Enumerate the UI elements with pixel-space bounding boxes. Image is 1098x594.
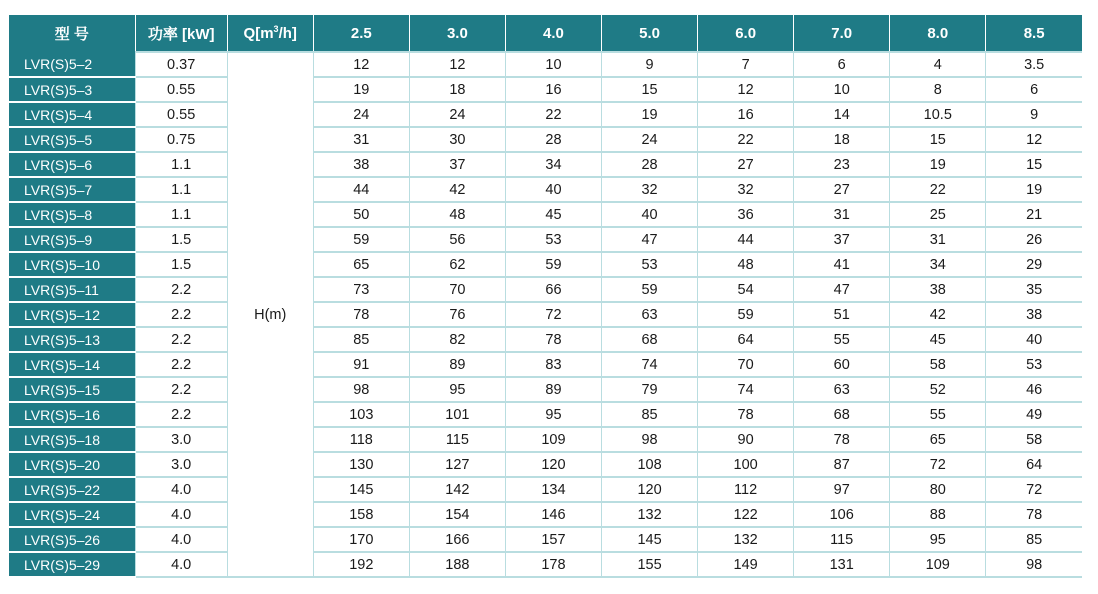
head-value-cell: 70 — [409, 277, 505, 302]
head-value-cell: 15 — [602, 77, 698, 102]
head-value-cell: 132 — [698, 527, 794, 552]
head-value-cell: 21 — [986, 202, 1082, 227]
head-value-cell: 6 — [986, 77, 1082, 102]
head-value-cell: 27 — [698, 152, 794, 177]
head-value-cell: 58 — [890, 352, 986, 377]
table-row — [9, 352, 1082, 377]
head-value-cell: 12 — [986, 127, 1082, 152]
head-value-cell: 72 — [986, 477, 1082, 502]
head-value-cell: 18 — [794, 127, 890, 152]
head-value-cell: 72 — [890, 452, 986, 477]
table-row — [9, 202, 1082, 227]
head-value-cell: 16 — [698, 102, 794, 127]
power-header: 功率 [kW] — [135, 15, 227, 52]
head-value-cell: 101 — [409, 402, 505, 427]
head-value-cell: 78 — [794, 427, 890, 452]
flow-rate-header: 7.0 — [794, 15, 890, 52]
head-value-cell: 46 — [986, 377, 1082, 402]
head-value-cell: 15 — [986, 152, 1082, 177]
table-row — [9, 252, 1082, 277]
table-row — [9, 502, 1082, 527]
head-value-cell: 28 — [602, 152, 698, 177]
head-value-cell: 158 — [313, 502, 409, 527]
head-value-cell: 108 — [602, 452, 698, 477]
head-value-cell: 16 — [505, 77, 601, 102]
head-value-cell: 34 — [890, 252, 986, 277]
power-cell: 0.55 — [135, 102, 227, 127]
head-value-cell: 41 — [794, 252, 890, 277]
table-row — [9, 452, 1082, 477]
head-value-cell: 28 — [505, 127, 601, 152]
head-value-cell: 56 — [409, 227, 505, 252]
head-value-cell: 103 — [313, 402, 409, 427]
power-cell: 4.0 — [135, 527, 227, 552]
head-value-cell: 132 — [602, 502, 698, 527]
head-value-cell: 40 — [986, 327, 1082, 352]
table-row — [9, 527, 1082, 552]
head-value-cell: 15 — [890, 127, 986, 152]
head-value-cell: 91 — [313, 352, 409, 377]
head-value-cell: 59 — [602, 277, 698, 302]
power-cell: 1.5 — [135, 252, 227, 277]
power-cell: 0.55 — [135, 77, 227, 102]
head-value-cell: 40 — [505, 177, 601, 202]
head-value-cell: 37 — [794, 227, 890, 252]
head-value-cell: 118 — [313, 427, 409, 452]
head-value-cell: 76 — [409, 302, 505, 327]
head-value-cell: 149 — [698, 552, 794, 577]
head-value-cell: 19 — [602, 102, 698, 127]
head-value-cell: 36 — [698, 202, 794, 227]
head-value-cell: 44 — [698, 227, 794, 252]
head-value-cell: 31 — [313, 127, 409, 152]
head-label-cell: H(m) — [227, 52, 313, 577]
head-value-cell: 7 — [698, 52, 794, 77]
power-cell: 1.1 — [135, 152, 227, 177]
head-value-cell: 23 — [794, 152, 890, 177]
head-value-cell: 115 — [794, 527, 890, 552]
head-value-cell: 64 — [986, 452, 1082, 477]
head-value-cell: 127 — [409, 452, 505, 477]
table-row — [9, 277, 1082, 302]
head-value-cell: 40 — [602, 202, 698, 227]
head-value-cell: 47 — [794, 277, 890, 302]
model-header: 型 号 — [9, 15, 135, 52]
head-value-cell: 66 — [505, 277, 601, 302]
flow-header — [227, 15, 313, 52]
head-value-cell: 78 — [313, 302, 409, 327]
head-value-cell: 155 — [602, 552, 698, 577]
head-value-cell: 112 — [698, 477, 794, 502]
model-cell: LVR(S)5–18 — [9, 427, 135, 452]
model-cell: LVR(S)5–11 — [9, 277, 135, 302]
head-value-cell: 166 — [409, 527, 505, 552]
model-cell: LVR(S)5–24 — [9, 502, 135, 527]
head-value-cell: 95 — [409, 377, 505, 402]
model-cell: LVR(S)5–5 — [9, 127, 135, 152]
head-value-cell: 95 — [890, 527, 986, 552]
head-value-cell: 145 — [313, 477, 409, 502]
head-value-cell: 58 — [986, 427, 1082, 452]
pump-performance-table — [9, 15, 1082, 578]
power-cell: 4.0 — [135, 502, 227, 527]
pump-performance-table-wrapper — [9, 15, 1082, 578]
head-value-cell: 85 — [602, 402, 698, 427]
head-value-cell: 98 — [986, 552, 1082, 577]
head-value-cell: 63 — [794, 377, 890, 402]
head-value-cell: 72 — [505, 302, 601, 327]
head-value-cell: 29 — [986, 252, 1082, 277]
head-value-cell: 10 — [794, 77, 890, 102]
head-value-cell: 38 — [890, 277, 986, 302]
table-row — [9, 77, 1082, 102]
head-value-cell: 109 — [505, 427, 601, 452]
model-cell: LVR(S)5–7 — [9, 177, 135, 202]
head-value-cell: 130 — [313, 452, 409, 477]
head-value-cell: 53 — [602, 252, 698, 277]
head-value-cell: 55 — [794, 327, 890, 352]
head-value-cell: 59 — [313, 227, 409, 252]
model-cell: LVR(S)5–26 — [9, 527, 135, 552]
head-value-cell: 10 — [505, 52, 601, 77]
flow-rate-header: 2.5 — [313, 15, 409, 52]
table-row — [9, 327, 1082, 352]
table-row — [9, 177, 1082, 202]
head-value-cell: 55 — [890, 402, 986, 427]
model-cell: LVR(S)5–16 — [9, 402, 135, 427]
head-value-cell: 54 — [698, 277, 794, 302]
flow-rate-header: 8.5 — [986, 15, 1082, 52]
flow-rate-header: 8.0 — [890, 15, 986, 52]
head-value-cell: 48 — [698, 252, 794, 277]
head-value-cell: 14 — [794, 102, 890, 127]
table-row — [9, 52, 1082, 77]
head-value-cell: 154 — [409, 502, 505, 527]
head-value-cell: 8 — [890, 77, 986, 102]
head-value-cell: 38 — [986, 302, 1082, 327]
table-row — [9, 302, 1082, 327]
head-value-cell: 18 — [409, 77, 505, 102]
head-value-cell: 80 — [890, 477, 986, 502]
head-value-cell: 74 — [698, 377, 794, 402]
power-cell: 1.1 — [135, 177, 227, 202]
head-value-cell: 73 — [313, 277, 409, 302]
head-value-cell: 65 — [313, 252, 409, 277]
table-row — [9, 402, 1082, 427]
head-value-cell: 60 — [794, 352, 890, 377]
head-value-cell: 68 — [602, 327, 698, 352]
head-value-cell: 79 — [602, 377, 698, 402]
model-cell: LVR(S)5–4 — [9, 102, 135, 127]
head-value-cell: 64 — [698, 327, 794, 352]
head-value-cell: 9 — [602, 52, 698, 77]
head-value-cell: 6 — [794, 52, 890, 77]
flow-header-suffix: /h] — [278, 25, 297, 42]
head-value-cell: 31 — [890, 227, 986, 252]
model-cell: LVR(S)5–22 — [9, 477, 135, 502]
head-value-cell: 63 — [602, 302, 698, 327]
head-value-cell: 25 — [890, 202, 986, 227]
header-row — [9, 15, 1082, 52]
head-value-cell: 122 — [698, 502, 794, 527]
model-cell: LVR(S)5–15 — [9, 377, 135, 402]
head-value-cell: 134 — [505, 477, 601, 502]
head-value-cell: 89 — [505, 377, 601, 402]
head-value-cell: 24 — [409, 102, 505, 127]
head-value-cell: 45 — [890, 327, 986, 352]
table-row — [9, 477, 1082, 502]
flow-rate-header: 6.0 — [698, 15, 794, 52]
head-value-cell: 49 — [986, 402, 1082, 427]
table-row — [9, 377, 1082, 402]
head-value-cell: 34 — [505, 152, 601, 177]
head-value-cell: 10.5 — [890, 102, 986, 127]
head-value-cell: 83 — [505, 352, 601, 377]
head-value-cell: 42 — [409, 177, 505, 202]
head-value-cell: 59 — [698, 302, 794, 327]
head-value-cell: 188 — [409, 552, 505, 577]
head-value-cell: 12 — [698, 77, 794, 102]
model-cell: LVR(S)5–8 — [9, 202, 135, 227]
head-value-cell: 22 — [890, 177, 986, 202]
head-value-cell: 12 — [409, 52, 505, 77]
head-value-cell: 12 — [313, 52, 409, 77]
head-value-cell: 19 — [890, 152, 986, 177]
head-value-cell: 120 — [602, 477, 698, 502]
power-cell: 0.75 — [135, 127, 227, 152]
power-cell: 3.0 — [135, 452, 227, 477]
head-value-cell: 170 — [313, 527, 409, 552]
head-value-cell: 3.5 — [986, 52, 1082, 77]
head-value-cell: 157 — [505, 527, 601, 552]
head-value-cell: 98 — [602, 427, 698, 452]
head-value-cell: 27 — [794, 177, 890, 202]
head-value-cell: 38 — [313, 152, 409, 177]
head-value-cell: 53 — [986, 352, 1082, 377]
table-row — [9, 552, 1082, 577]
head-value-cell: 85 — [986, 527, 1082, 552]
power-cell: 4.0 — [135, 477, 227, 502]
power-cell: 2.2 — [135, 327, 227, 352]
head-value-cell: 24 — [313, 102, 409, 127]
head-value-cell: 32 — [602, 177, 698, 202]
model-cell: LVR(S)5–2 — [9, 52, 135, 77]
head-value-cell: 82 — [409, 327, 505, 352]
head-value-cell: 87 — [794, 452, 890, 477]
head-value-cell: 106 — [794, 502, 890, 527]
table-row — [9, 127, 1082, 152]
head-value-cell: 115 — [409, 427, 505, 452]
head-value-cell: 37 — [409, 152, 505, 177]
table-row — [9, 227, 1082, 252]
table-body — [9, 52, 1082, 577]
model-cell: LVR(S)5–13 — [9, 327, 135, 352]
head-value-cell: 78 — [698, 402, 794, 427]
head-value-cell: 78 — [505, 327, 601, 352]
head-value-cell: 26 — [986, 227, 1082, 252]
power-cell: 2.2 — [135, 302, 227, 327]
head-value-cell: 19 — [986, 177, 1082, 202]
head-value-cell: 95 — [505, 402, 601, 427]
head-value-cell: 120 — [505, 452, 601, 477]
model-cell: LVR(S)5–14 — [9, 352, 135, 377]
head-value-cell: 59 — [505, 252, 601, 277]
head-value-cell: 30 — [409, 127, 505, 152]
head-value-cell: 22 — [505, 102, 601, 127]
power-cell: 2.2 — [135, 352, 227, 377]
head-value-cell: 109 — [890, 552, 986, 577]
flow-rate-header: 4.0 — [505, 15, 601, 52]
head-value-cell: 131 — [794, 552, 890, 577]
flow-rate-header: 3.0 — [409, 15, 505, 52]
head-value-cell: 97 — [794, 477, 890, 502]
flow-header-superscript: 3 — [273, 24, 279, 34]
model-cell: LVR(S)5–10 — [9, 252, 135, 277]
head-value-cell: 51 — [794, 302, 890, 327]
power-cell: 1.1 — [135, 202, 227, 227]
head-value-cell: 4 — [890, 52, 986, 77]
head-value-cell: 53 — [505, 227, 601, 252]
head-value-cell: 142 — [409, 477, 505, 502]
head-value-cell: 89 — [409, 352, 505, 377]
model-cell: LVR(S)5–9 — [9, 227, 135, 252]
head-value-cell: 178 — [505, 552, 601, 577]
power-cell: 0.37 — [135, 52, 227, 77]
model-cell: LVR(S)5–6 — [9, 152, 135, 177]
power-cell: 2.2 — [135, 277, 227, 302]
model-cell: LVR(S)5–12 — [9, 302, 135, 327]
head-value-cell: 9 — [986, 102, 1082, 127]
head-value-cell: 146 — [505, 502, 601, 527]
head-value-cell: 35 — [986, 277, 1082, 302]
head-value-cell: 65 — [890, 427, 986, 452]
head-value-cell: 50 — [313, 202, 409, 227]
head-value-cell: 44 — [313, 177, 409, 202]
head-value-cell: 52 — [890, 377, 986, 402]
head-value-cell: 32 — [698, 177, 794, 202]
head-value-cell: 88 — [890, 502, 986, 527]
power-cell: 4.0 — [135, 552, 227, 577]
head-value-cell: 70 — [698, 352, 794, 377]
head-value-cell: 47 — [602, 227, 698, 252]
flow-rate-header: 5.0 — [602, 15, 698, 52]
model-cell: LVR(S)5–3 — [9, 77, 135, 102]
head-value-cell: 100 — [698, 452, 794, 477]
model-cell: LVR(S)5–29 — [9, 552, 135, 577]
head-value-cell: 19 — [313, 77, 409, 102]
table-row — [9, 102, 1082, 127]
flow-header-prefix: Q[m — [243, 25, 274, 42]
head-value-cell: 42 — [890, 302, 986, 327]
model-cell: LVR(S)5–20 — [9, 452, 135, 477]
head-value-cell: 68 — [794, 402, 890, 427]
table-row — [9, 427, 1082, 452]
head-value-cell: 145 — [602, 527, 698, 552]
head-value-cell: 22 — [698, 127, 794, 152]
head-value-cell: 78 — [986, 502, 1082, 527]
head-value-cell: 90 — [698, 427, 794, 452]
power-cell: 2.2 — [135, 402, 227, 427]
power-cell: 3.0 — [135, 427, 227, 452]
power-cell: 1.5 — [135, 227, 227, 252]
head-value-cell: 31 — [794, 202, 890, 227]
head-value-cell: 62 — [409, 252, 505, 277]
head-value-cell: 98 — [313, 377, 409, 402]
head-value-cell: 74 — [602, 352, 698, 377]
head-value-cell: 24 — [602, 127, 698, 152]
head-value-cell: 85 — [313, 327, 409, 352]
head-value-cell: 48 — [409, 202, 505, 227]
head-value-cell: 45 — [505, 202, 601, 227]
power-cell: 2.2 — [135, 377, 227, 402]
table-row — [9, 152, 1082, 177]
head-value-cell: 192 — [313, 552, 409, 577]
